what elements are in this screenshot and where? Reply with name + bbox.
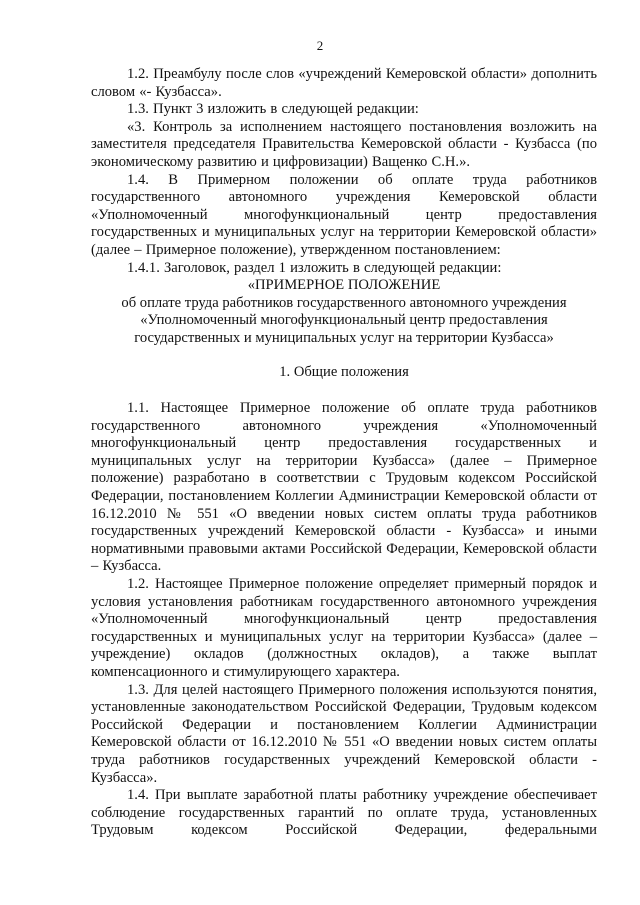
- title-line-1: «ПРИМЕРНОЕ ПОЛОЖЕНИЕ: [247, 277, 441, 294]
- clause-1-2: 1.2. Настоящее Примерное положение определяет примерный порядок и условия установления работникам государственного автономного учреждения «Уполномоченный многофункциональный центр предоставления государственных и муниципальных услуг на территории Кузбасса» (далее – учреждение) окладов (должностных окладов), а также выплат компенсационного и стимулирующего характера.: [91, 576, 597, 680]
- clause-1-3: 1.3. Для целей настоящего Примерного положения используются понятия, установленные законодательством Российской Федерации, Трудовым кодексом Российской Федерации и постановлением Коллегии Администрации Кемеровской области от 16.12.2010 № 551 «О введении новых систем оплаты труда работников государственных учреждений Кемеровской области - Кузбасса».: [91, 681, 597, 786]
- document-body: [91, 66, 597, 840]
- title-line-4: государственных и муниципальных услуг на территории Кузбасса»: [134, 329, 554, 346]
- amendment-1-3-text: «3. Контроль за исполнением настоящего постановления возложить на заместителя председателя Правительства Кемеровской области - Кузбасса (по экономическому развитию и цифровизации) Ващенко С.Н.».: [91, 118, 597, 170]
- title-line-3: «Уполномоченный многофункциональный центр предоставления: [140, 312, 548, 329]
- amendment-1-3: 1.3. Пункт 3 изложить в следующей редакции:: [127, 101, 419, 118]
- regulation-title: [91, 277, 597, 347]
- amendment-1-4-1: 1.4.1. Заголовок, раздел 1 изложить в следующей редакции:: [127, 259, 502, 276]
- section-heading: 1. Общие положения: [279, 363, 409, 380]
- clause-1-1: 1.1. Настоящее Примерное положение об оплате труда работников государственного автономного учреждения «Уполномоченный многофункциональный центр предоставления государственных и муниципальных услуг на территории Кузбасса» (далее – Примерное положение) разработано в соответствии с Трудовым кодексом Российской Федерации, постановлением Коллегии Администрации Кемеровской области от 16.12.2010 № 551 «О введении новых систем оплаты труда работников государственных учреждений Кемеровской области - Кузбасса» и иными нормативными правовыми актами Российской Федерации, Кемеровской области – Кузбасса.: [91, 400, 597, 575]
- title-line-2: об оплате труда работников государственного автономного учреждения: [121, 294, 567, 311]
- amendment-1-4: 1.4. В Примерном положении об оплате труда работников государственного автономного учреждения Кемеровской области «Уполномоченный многофункциональный центр предоставления государственных и муниципальных услуг на территории Кемеровской области» (далее – Примерное положение), утвержденном постановлением:: [91, 171, 597, 258]
- clause-1-4: 1.4. При выплате заработной платы работнику учреждение обеспечивает соблюдение государственных гарантий по оплате труда, установленных Трудовым кодексом Российской Федерации, федеральными: [91, 787, 597, 839]
- page-number: 2: [316, 38, 324, 53]
- amendment-1-2: 1.2. Преамбулу после слов «учреждений Кемеровской области» дополнить словом «- Кузбасса».: [91, 66, 597, 100]
